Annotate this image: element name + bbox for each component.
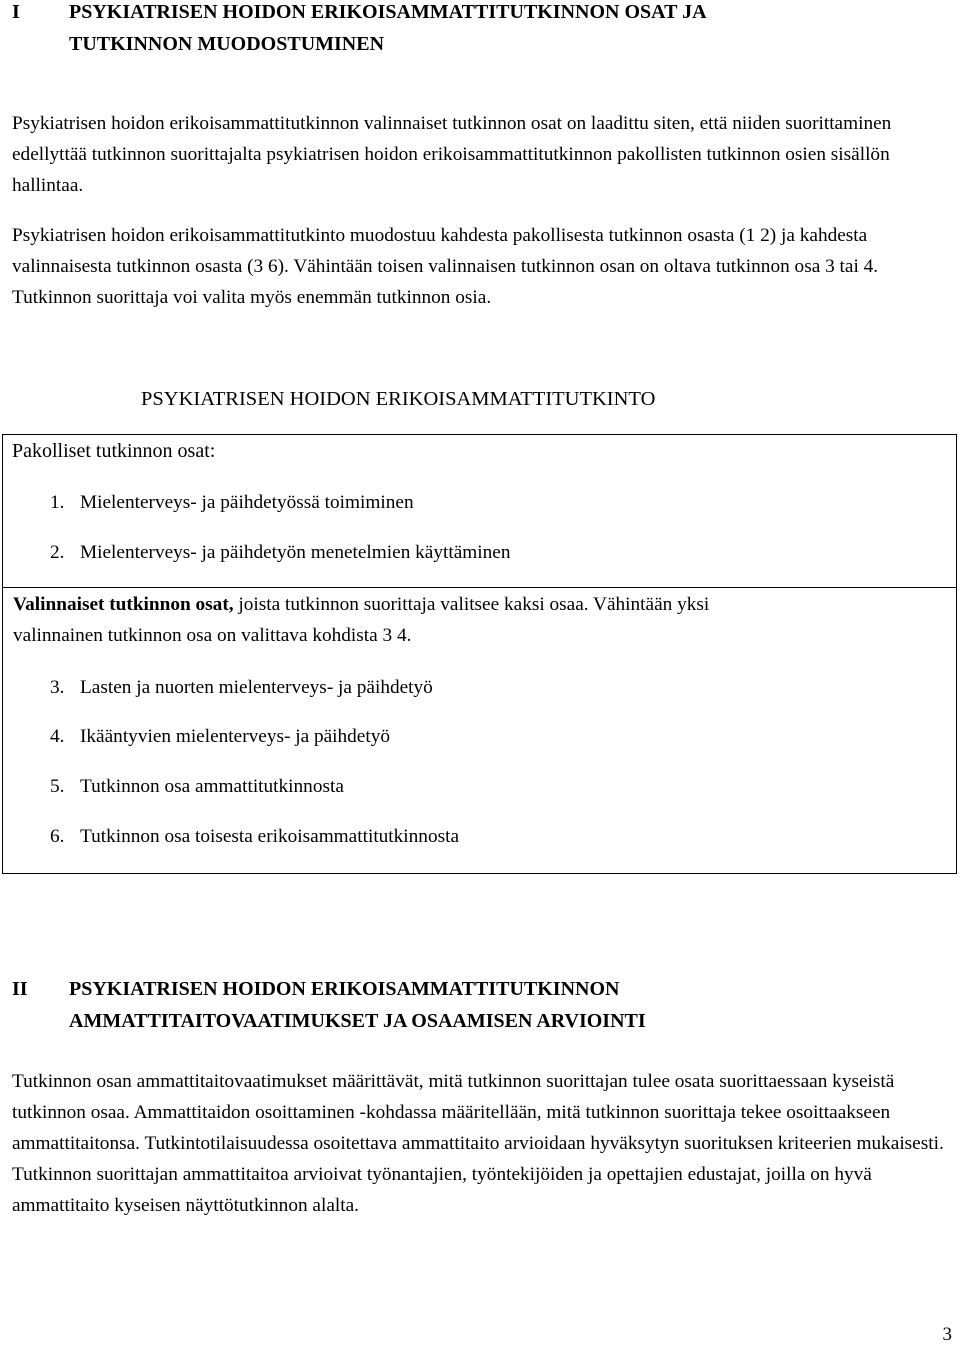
mandatory-item-2-text: Mielenterveys- ja päihdetyön menetelmien käyttäminen <box>80 542 511 563</box>
section-1-paragraph-1-text: Psykiatrisen hoidon erikoisammattitutkinnon valinnaiset tutkinnon osat on laadittu siten, että niiden suorittaminen edellyttää tutkinnon suorittajalta psykiatrisen hoidon erikoisammattitutkinnon pakollisten tutkinnon osien sisällön hallintaa. <box>12 113 892 196</box>
optional-item-6 <box>50 821 459 852</box>
optional-heading-line2: valinnainen tutkinnon osa on valittava kohdista 3 4. <box>13 625 412 646</box>
section-2-title-line2: AMMATTITAITOVAATIMUKSET JA OSAAMISEN ARVIOINTI <box>69 1010 646 1032</box>
optional-item-4-number: 4. <box>50 726 65 747</box>
section-2-title <box>69 973 929 1037</box>
mandatory-parts-box <box>2 434 957 587</box>
mandatory-item-1-text: Mielenterveys- ja päihdetyössä toimiminen <box>80 492 414 513</box>
section-2-numeral: II <box>12 978 28 1000</box>
optional-item-3-number: 3. <box>50 677 65 698</box>
mandatory-item-1 <box>50 487 414 518</box>
section-1-title <box>69 0 929 60</box>
mandatory-item-1-number: 1. <box>50 492 65 513</box>
optional-item-5-number: 5. <box>50 776 65 797</box>
optional-item-4-text: Ikääntyvien mielenterveys- ja päihdetyö <box>80 726 390 747</box>
section-1-numeral: I <box>12 1 20 23</box>
mandatory-item-2 <box>50 537 510 568</box>
section-1-title-line1: PSYKIATRISEN HOIDON ERIKOISAMMATTITUTKINNON OSAT JA <box>69 1 707 23</box>
section-1-paragraph-1 <box>12 108 952 201</box>
optional-item-6-number: 6. <box>50 826 65 847</box>
section-1-title-line2: TUTKINNON MUODOSTUMINEN <box>69 33 385 55</box>
page-number: 3 <box>942 1324 952 1345</box>
mandatory-item-2-number: 2. <box>50 542 65 563</box>
optional-item-5 <box>50 771 344 802</box>
optional-item-3-text: Lasten ja nuorten mielenterveys- ja päihdetyö <box>80 677 433 698</box>
section-2-paragraph-1 <box>12 1066 952 1221</box>
section-1-paragraph-2 <box>12 220 952 313</box>
optional-heading-bold: Valinnaiset tutkinnon osat, <box>13 594 234 615</box>
section-2-title-line1: PSYKIATRISEN HOIDON ERIKOISAMMATTITUTKINNON <box>69 978 620 1000</box>
optional-item-3 <box>50 672 433 703</box>
optional-heading-rest: joista tutkinnon suorittaja valitsee kaksi osaa. Vähintään yksi <box>233 594 710 615</box>
optional-heading-line1 <box>13 589 709 620</box>
optional-parts-box <box>2 587 957 874</box>
optional-item-5-text: Tutkinnon osa ammattitutkinnosta <box>80 776 344 797</box>
optional-item-4 <box>50 721 390 752</box>
optional-item-6-text: Tutkinnon osa toisesta erikoisammattitutkinnosta <box>80 826 460 847</box>
section-2-paragraph-1-text: Tutkinnon osan ammattitaitovaatimukset määrittävät, mitä tutkinnon suorittajan tulee osata suorittaessaan kyseistä tutkinnon osaa. Ammattitaidon osoittaminen -kohdassa määritellään, mitä tutkinnon suorittaja tekee osoittaakseen ammattitaitonsa. Tutkintotilaisuudessa osoitettava ammattitaito arvioidaan hyväksytyn suorituksen kriteerien mukaisesti. Tutkinnon suorittajan ammattitaitoa arvioivat työnantajien, työntekijöiden ja opettajien edustajat, joilla on hyvä ammattitaito kyseisen näyttötutkinnon alalta. <box>12 1071 944 1216</box>
degree-table-title: PSYKIATRISEN HOIDON ERIKOISAMMATTITUTKINTO <box>141 388 656 410</box>
section-1-paragraph-2-text: Psykiatrisen hoidon erikoisammattitutkinto muodostuu kahdesta pakollisesta tutkinnon osasta (1 2) ja kahdesta valinnaisesta tutkinnon osasta (3 6). Vähintään toisen valinnaisen tutkinnon osan on oltava tutkinnon osa 3 tai 4. Tutkinnon suorittaja voi valita myös enemmän tutkinnon osia. <box>12 225 879 308</box>
mandatory-heading: Pakolliset tutkinnon osat: <box>12 440 216 462</box>
